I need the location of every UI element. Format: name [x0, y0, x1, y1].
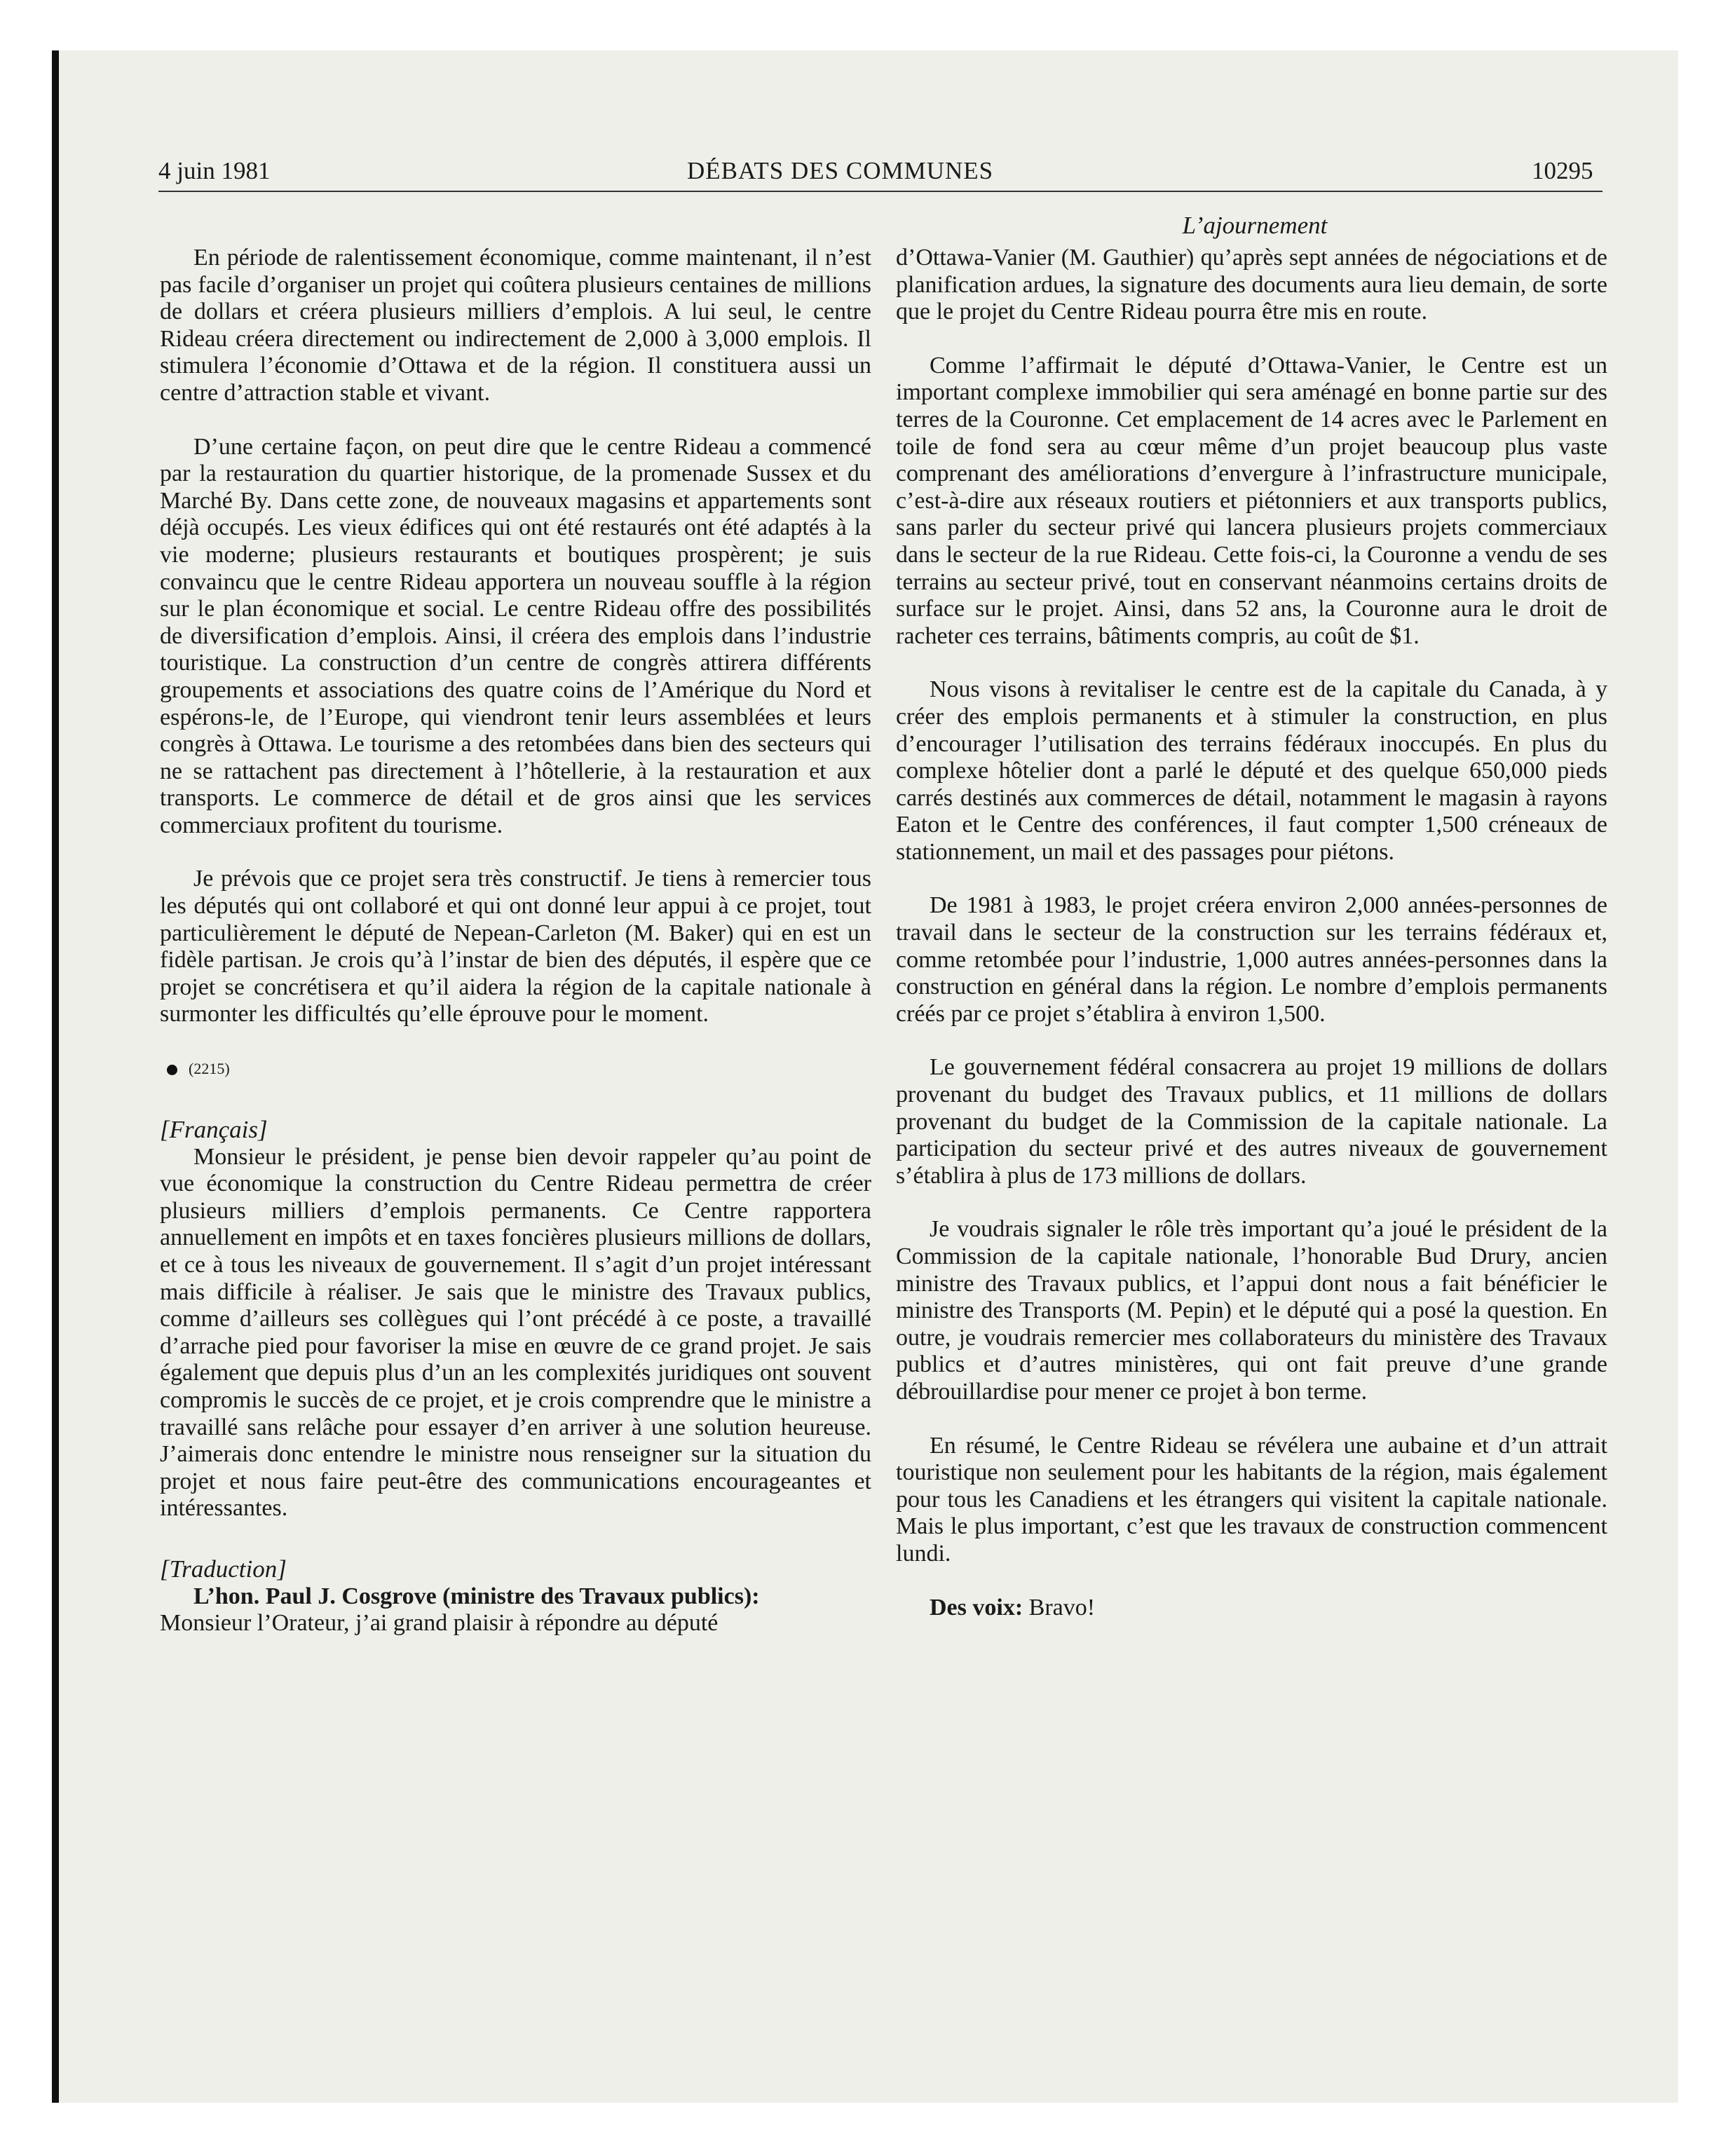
time-marker-text: (2215) [189, 1060, 230, 1078]
language-tag: [Français] [160, 1116, 268, 1144]
paragraph: Comme l’affirmait le député d’Ottawa-Vanier, le Centre est un important complexe immobilier qui sera aménagé en bonne partie sur des terres de la Couronne. Cet emplacement de 14 acres avec le Parlement en toile de fond sera au cœur même d’un projet beaucoup plus vaste comprenant des améliorations d’envergure à l’infrastructure municipale, c’est-à-dire aux réseaux routiers et piétonniers et aux transports publics, sans parler du secteur privé qui lancera plusieurs projets commerciaux dans le secteur de la rue Rideau. Cette fois-ci, la Couronne a vendu de ses terrains au secteur privé, tout en conservant néanmoins certains droits de surface sur le projet. Ainsi, dans 52 ans, la Couronne aura le droit de racheter ces terrains, bâtiments compris, au coût de $1. [896, 352, 1607, 649]
interjection [896, 1595, 1607, 1622]
left-column [160, 245, 871, 1637]
header-rule [158, 191, 1603, 192]
scan-edge-bar [52, 50, 59, 2103]
interjection-text: Bravo! [1028, 1594, 1096, 1621]
paragraph: D’une certaine façon, on peut dire que le centre Rideau a commencé par la restauration du quartier historique, de la promenade Sussex et du Marché By. Dans cette zone, de nouveaux magasins et appartements sont déjà occupés. Les vieux édifices qui ont été restaurés ont été adaptés à la vie moderne; plusieurs restaurants et boutiques prospèrent; je suis convaincu que le centre Rideau apportera un nouveau souffle à la région sur le plan économique et social. Le centre Rideau offre des possibilités de diversification d’emplois. Ainsi, il créera des emplois dans l’industrie touristique. La construction d’un centre de congrès attirera différents groupements et associations des quatre coins de l’Amérique du Nord et espérons-le, de l’Europe, qui viendront tenir leurs assemblées et leurs congrès à Ottawa. Le tourisme a des retombées dans bien des secteurs qui ne se rattachent pas directement à l’hôtellerie, à la restauration et aux transports. Le commerce de détail et de gros ainsi que les services commerciaux profitent du tourisme. [160, 433, 871, 838]
header-date: 4 juin 1981 [158, 157, 271, 184]
paragraph: d’Ottawa-Vanier (M. Gauthier) qu’après sept années de négociations et de planification ardues, la signature des documents aura lieu demain, de sorte que le projet du Centre Rideau pourra être mis en route. [896, 245, 1607, 325]
paragraph: Je voudrais signaler le rôle très important qu’a joué le président de la Commission de la capitale nationale, l’honorable Bud Drury, ancien ministre des Travaux publics, et l’appui dont nous a fait bénéficier le ministre des Transports (M. Pepin) et le député qui a posé la question. En outre, je voudrais remercier mes collaborateurs du ministère des Travaux publics et d’autres ministères, qui ont fait preuve d’une grande débrouillardise pour mener ce projet à bon terme. [896, 1216, 1607, 1405]
speaker-name: Des voix: [930, 1594, 1023, 1621]
paragraph: Nous visons à revitaliser le centre est de la capitale du Canada, à y créer des emplois permanents et à stimuler la construction, en plus d’encourager l’utilisation des terrains fédéraux inoccupés. En plus du complexe hôtelier dont a parlé le député et des quelque 650,000 pieds carrés destinés aux commerces de détail, notamment le magasin à rayons Eaton et le Centre des conférences, il faut compter 1,500 créneaux de stationnement, un mail et des passages pour piétons. [896, 676, 1607, 865]
bullet-icon [167, 1065, 177, 1075]
right-column [896, 245, 1607, 1621]
running-subtitle: L’ajournement [1182, 212, 1328, 239]
paragraph: En période de ralentissement économique, comme maintenant, il n’est pas facile d’organiser un projet qui coûtera plusieurs centaines de millions de dollars et créera plusieurs milliers d’emplois. A lui seul, le centre Rideau créera directement ou indirectement de 2,000 à 3,000 emplois. Il stimulera l’économie d’Ottawa et de la région. Il constituera aussi un centre d’attraction stable et vivant. [160, 245, 871, 406]
paragraph: En résumé, le Centre Rideau se révélera une aubaine et d’un attrait touristique non seulement pour les habitants de la région, mais également pour tous les Canadiens et les étrangers qui visitent la capitale nationale. Mais le plus important, c’est que les travaux de construction commencent lundi. [896, 1432, 1607, 1567]
paragraph: Je prévois que ce projet sera très constructif. Je tiens à remercier tous les députés qui ont collaboré et qui ont donné leur appui à ce projet, tout particulièrement le député de Nepean-Carleton (M. Baker) qui en est un fidèle partisan. Je crois qu’à l’instar de bien des députés, il espère que ce projet se concrétisera et qu’il aidera la région de la capitale nationale à surmonter les difficultés qu’elle éprouve pour le moment. [160, 866, 871, 1028]
paragraph: Monsieur le président, je pense bien devoir rappeler qu’au point de vue économique la construction du Centre Rideau permettra de créer plusieurs milliers d’emplois permanents. Ce Centre rapportera annuellement en impôts et en taxes foncières plusieurs millions de dollars, et ce à tous les niveaux de gouvernement. Il s’agit d’un projet intéressant mais difficile à réaliser. Je sais que le ministre des Travaux publics, comme d’ailleurs ses collègues qui l’ont précédé à ce poste, a travaillé d’arrache pied pour favoriser la mise en œuvre de ce grand projet. Je sais également que depuis plus d’un an les complexités juridiques ont souvent compromis le succès de ce projet, et je crois comprendre que le ministre a travaillé sans relâche pour essayer d’en arriver à une solution heureuse. J’aimerais donc entendre le ministre nous renseigner sur la situation du projet et nous faire peut-être des communications encourageantes et intéressantes. [160, 1143, 871, 1522]
paragraph: De 1981 à 1983, le projet créera environ 2,000 années-personnes de travail dans le secteur de la construction sur les terrains fédéraux et, comme retombée pour l’industrie, 1,000 autres années-personnes dans la construction en général dans la région. Le nombre d’emplois permanents créés par ce projet s’établira à environ 1,500. [896, 892, 1607, 1027]
speaker-name: L’hon. Paul J. Cosgrove (ministre des Travaux publics): [193, 1583, 760, 1609]
paragraph: Monsieur l’Orateur, j’ai grand plaisir à répondre au député [160, 1610, 719, 1637]
header-title: DÉBATS DES COMMUNES [687, 157, 994, 184]
header-page-number: 10295 [1532, 157, 1593, 184]
language-tag: [Traduction] [160, 1555, 287, 1583]
paragraph: Le gouvernement fédéral consacrera au projet 19 millions de dollars provenant du budget des Travaux publics, et 11 millions de dollars provenant du budget de la Commission de la capitale nationale. La participation du secteur privé et des autres niveaux de gouvernement s’établira à plus de 173 millions de dollars. [896, 1054, 1607, 1189]
speaker-paragraph [160, 1583, 871, 1611]
time-marker [167, 1055, 871, 1083]
